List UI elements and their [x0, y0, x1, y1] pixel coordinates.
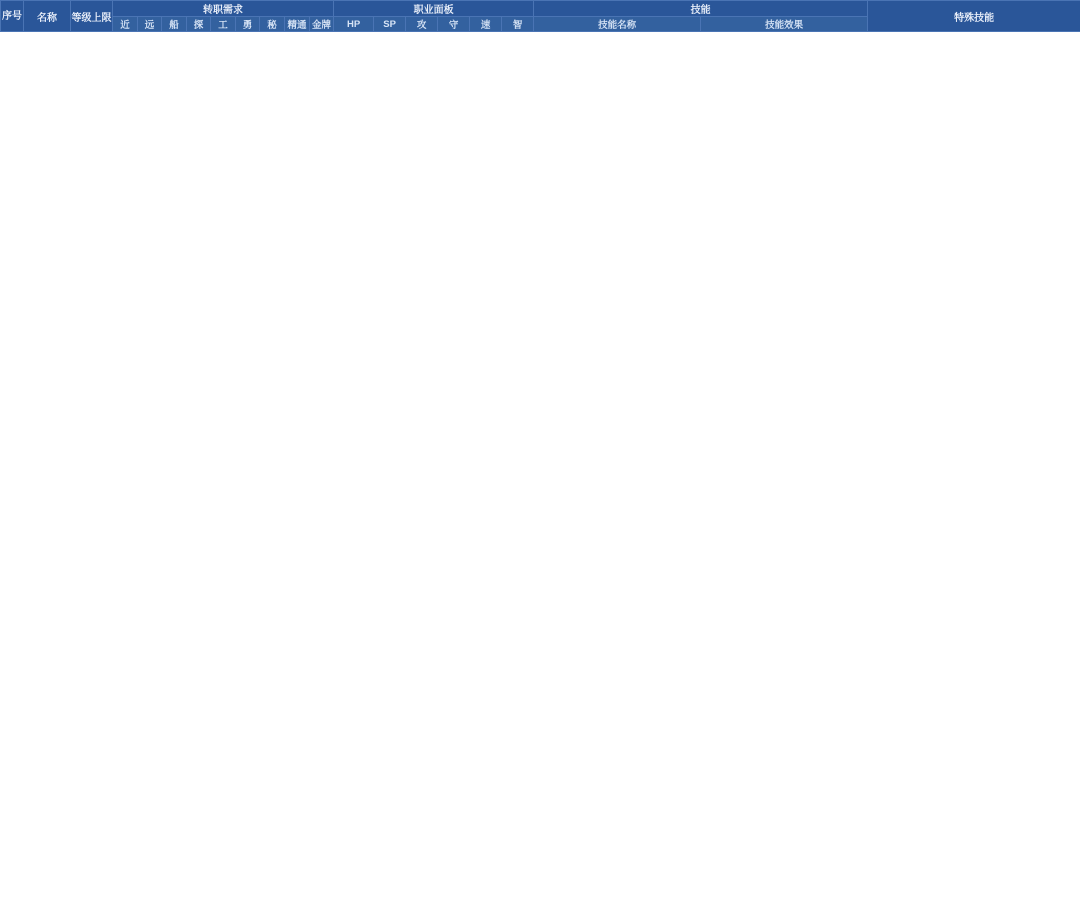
header-req-craft: 工 — [211, 17, 236, 32]
header-group-skill: 技能 — [534, 1, 868, 17]
header-name: 名称 — [24, 1, 71, 32]
header-req-mastery: 精通 — [285, 17, 310, 32]
header-req-brave: 勇 — [236, 17, 260, 32]
header-req-mystic: 秘 — [260, 17, 285, 32]
header-group-stats: 职业面板 — [334, 1, 534, 17]
header-skill-name: 技能名称 — [534, 17, 701, 32]
job-class-table — [0, 0, 1080, 32]
header-stat-sp: SP — [374, 17, 406, 32]
header-req-ship: 船 — [162, 17, 187, 32]
header-req-explore: 探 — [187, 17, 211, 32]
header-stat-atk: 攻 — [406, 17, 438, 32]
table-header — [1, 1, 1080, 32]
header-level-cap: 等级上限 — [71, 1, 113, 32]
header-req-melee: 近 — [113, 17, 138, 32]
header-skill-effect: 技能效果 — [701, 17, 868, 32]
header-special-skill: 特殊技能 — [868, 1, 1080, 32]
header-stat-int: 智 — [502, 17, 534, 32]
header-req-goldmedal: 金牌 — [310, 17, 334, 32]
header-stat-hp: HP — [334, 17, 374, 32]
header-group-requirements: 转职需求 — [113, 1, 334, 17]
header-stat-spd: 速 — [470, 17, 502, 32]
header-req-ranged: 远 — [138, 17, 162, 32]
header-row-number: 序号 — [1, 1, 24, 32]
header-stat-def: 守 — [438, 17, 470, 32]
